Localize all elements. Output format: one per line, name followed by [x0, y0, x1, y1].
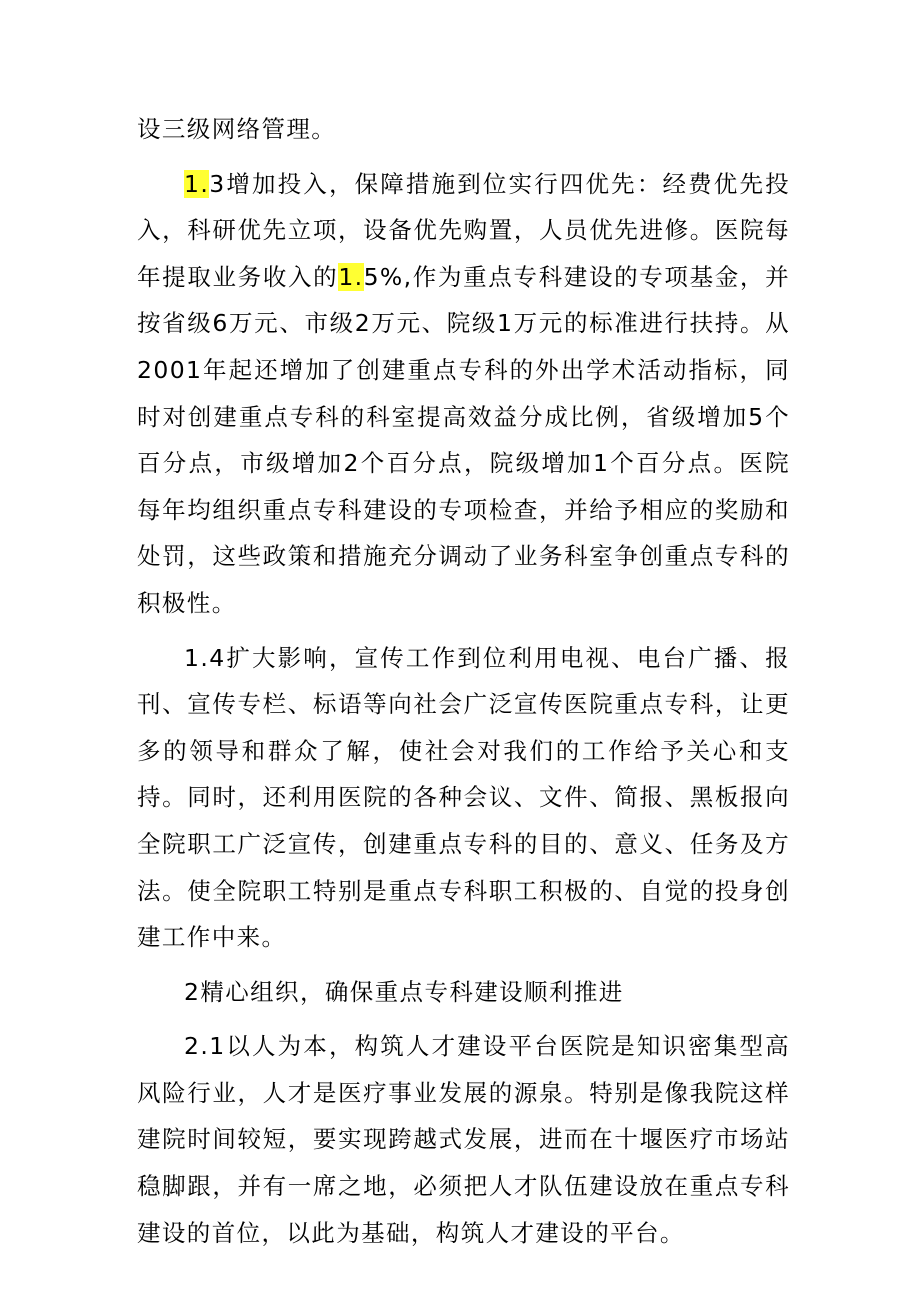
paragraph-section-1-3 — [137, 161, 790, 627]
paragraph-section-1-4: 1.4扩大影响，宣传工作到位利用电视、电台广播、报刊、宣传专栏、标语等向社会广泛宣传医院重点专科，让更多的领导和群众了解，使社会对我们的工作给予关心和支持。同时，还利用医院的各种会议、文件、简报、黑板报向全院职工广泛宣传，创建重点专科的目的、意义、任务及方法。使全院职工特别是重点专科职工积极的、自觉的投身创建工作中来。 — [137, 643, 790, 952]
document-page — [137, 106, 790, 1264]
highlighted-text: 1. — [338, 262, 364, 291]
paragraph-continuation: 设三级网络管理。 — [137, 115, 337, 143]
paragraph-text: 3增加投入，保障措施到位实行四优先：经费优先投入，科研优先立项，设备优先购置，人员优先进修。医院每年提取业务收入的 — [137, 169, 790, 291]
paragraph-text: 5%,作为重点专科建设的专项基金，并按省级6万元、市级2万元、院级1万元的标准进行扶持。从2001年起还增加了创建重点专科的外出学术活动指标，同时对创建重点专科的科室提高效益分成比例，省级增加5个百分点，市级增加2个百分点，院级增加1个百分点。医院每年均组织重点专科建设的专项检查，并给予相应的奖励和处罚，这些政策和措施充分调动了业务科室争创重点专科的积极性。 — [137, 262, 790, 617]
paragraph-section-2-1: 2.1以人为本，构筑人才建设平台医院是知识密集型高风险行业，人才是医疗事业发展的源泉。特别是像我院这样建院时间较短，要实现跨越式发展，进而在十堰医疗市场站稳脚跟，并有一席之地，必须把人才队伍建设放在重点专科建设的首位，以此为基础，构筑人才建设的平台。 — [137, 1032, 790, 1247]
section-heading-2: 2精心组织，确保重点专科建设顺利推进 — [184, 977, 624, 1006]
highlighted-text: 1. — [184, 169, 210, 198]
